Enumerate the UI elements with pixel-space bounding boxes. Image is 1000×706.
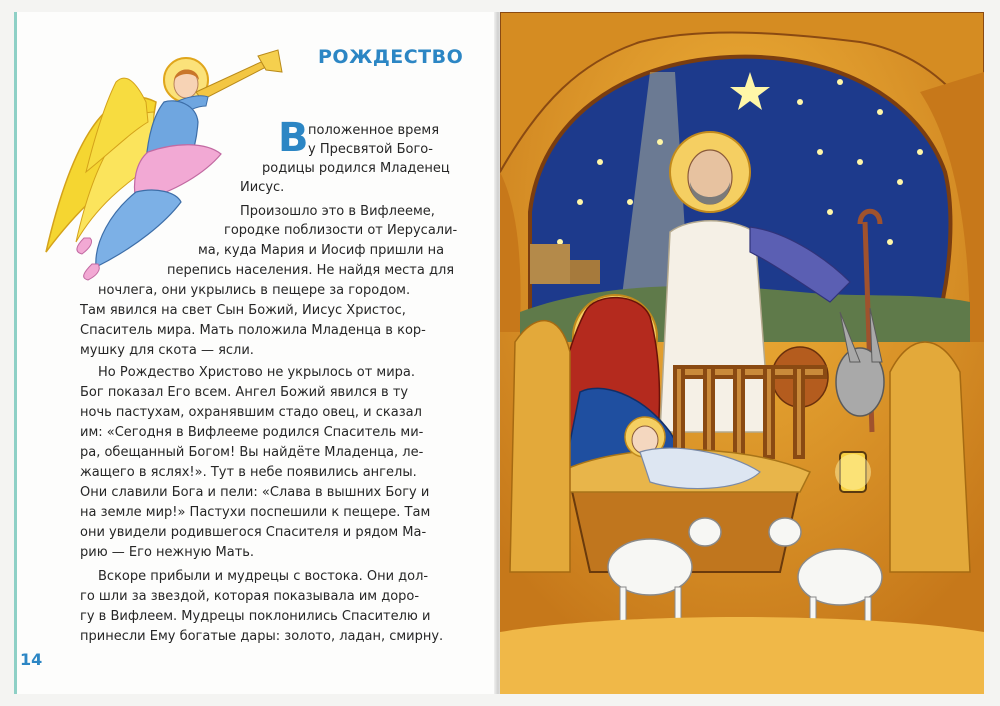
text-line: Там явился на свет Сын Божий, Иисус Христос, <box>80 303 406 318</box>
page-title: РОЖДЕСТВО <box>318 46 464 68</box>
page-number: 14 <box>20 650 43 669</box>
text-line: на земле мир!» Пастухи поспешили к пещере. Там <box>80 505 431 520</box>
text-line: Вскоре прибыли и мудрецы с востока. Они дол- <box>98 569 429 584</box>
nativity-illustration <box>500 12 984 694</box>
right-page <box>500 12 984 694</box>
text-line: гу в Вифлеем. Мудрецы поклонились Спасителю и <box>80 609 431 624</box>
text-line: положенное время <box>308 123 440 138</box>
text-line: го шли за звездой, которая показывала им доро- <box>80 589 420 604</box>
text-line: Произошло это в Вифлееме, <box>240 204 435 219</box>
text-line: они увидели родившегося Спасителя и рядом Ма- <box>80 525 427 540</box>
text-line: Спаситель мира. Мать положила Младенца в кор- <box>80 323 426 338</box>
text-line: ра, обещанный Богом! Вы найдёте Младенца, ле- <box>80 445 424 460</box>
text-line: Бог показал Его всем. Ангел Божий явился в ту <box>80 385 409 400</box>
text-line: у Пресвятой Бого- <box>308 142 433 157</box>
text-line: ночь пастухам, охранявшим стадо овец, и сказал <box>80 405 422 420</box>
text-line: им: «Сегодня в Вифлееме родился Спаситель ми- <box>80 425 424 440</box>
text-line: мушку для скота — ясли. <box>80 343 254 358</box>
drop-cap: В <box>278 115 309 161</box>
text-line: перепись населения. Не найдя места для <box>167 263 455 278</box>
text-line: принесли Ему богатые дары: золото, ладан, смирну. <box>80 629 444 644</box>
text-line: городке поблизости от Иерусали- <box>224 223 458 238</box>
text-line: родицы родился Младенец <box>262 161 450 176</box>
text-line: рию — Его нежную Мать. <box>80 545 255 560</box>
text-line: Но Рождество Христово не укрылось от мира. <box>98 365 416 380</box>
text-line: Иисус. <box>240 180 285 195</box>
text-line: Они славили Бога и пели: «Слава в вышних Богу и <box>80 485 430 500</box>
text-line: ночлега, они укрылись в пещере за городом. <box>98 283 411 298</box>
text-line: ма, куда Мария и Иосиф пришли на <box>198 243 445 258</box>
text-line: жащего в яслях!». Тут в небе появились ангелы. <box>80 465 417 480</box>
